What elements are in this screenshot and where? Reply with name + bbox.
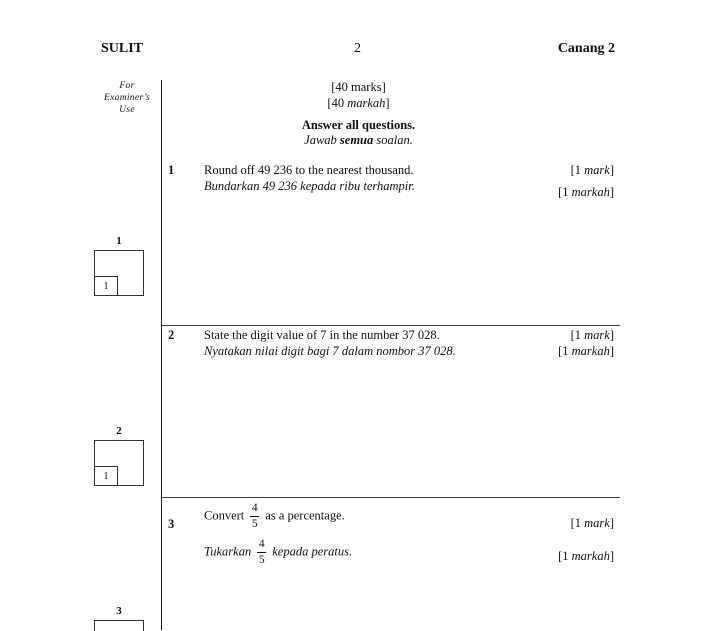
question-divider-2 — [161, 497, 620, 498]
mark-box-label-3: 3 — [116, 605, 122, 617]
mark-box-1-max: 1 — [95, 276, 118, 295]
section-marks-en: [40 marks] — [331, 80, 386, 94]
examiner-line-3: Use — [119, 105, 135, 115]
examiner-use-label — [96, 80, 158, 116]
question-2-text-ms: Nyatakan nilai digit bagi 7 dalam nombor 37 028. — [204, 344, 456, 358]
mark-box-3[interactable] — [94, 620, 144, 631]
question-2-mark-en: [1 mark] — [570, 328, 614, 342]
mark-box-2[interactable] — [94, 440, 144, 486]
header-right: Canang 2 — [557, 41, 615, 56]
question-2-mark-ms: [1 markah] — [558, 344, 614, 358]
question-divider-1 — [161, 325, 620, 326]
question-number-3: 3 — [168, 517, 175, 531]
mark-box-label-2: 2 — [116, 425, 122, 437]
question-1-text-en: Round off 49 236 to the nearest thousand. — [204, 163, 414, 177]
header-left: SULIT — [101, 41, 144, 56]
question-3-text-en: Convert $\frac{4}{5}$ as a percentage. — [204, 502, 345, 530]
mark-box-1[interactable] — [94, 250, 144, 296]
instruction-en: Answer all questions. — [301, 118, 416, 132]
fraction-en: $\frac{4}{5}$ — [251, 502, 258, 530]
section-marks-ms: [40 markah] — [327, 96, 390, 110]
fraction-ms: $\frac{4}{5}$ — [258, 538, 265, 566]
question-2-text-en: State the digit value of 7 in the number 37 028. — [204, 328, 440, 342]
examiner-divider-line — [161, 80, 162, 630]
instruction-ms: Jawab semua soalan. — [304, 133, 413, 147]
mark-box-label-1: 1 — [116, 235, 122, 247]
question-1-mark-ms: [1 markah] — [558, 185, 614, 199]
examiner-line-1: For — [119, 81, 135, 91]
question-1-mark-en: [1 mark] — [570, 163, 614, 177]
page-number: 2 — [354, 41, 361, 56]
question-number-1: 1 — [168, 163, 175, 177]
question-1-text-ms: Bundarkan 49 236 kepada ribu terhampir. — [204, 179, 415, 193]
question-number-2: 2 — [168, 328, 175, 342]
question-3-text-ms: Tukarkan $\frac{4}{5}$ kepada peratus. — [204, 538, 353, 566]
mark-box-2-max: 1 — [95, 466, 118, 485]
question-3-mark-en: [1 mark] — [570, 516, 614, 530]
question-3-mark-ms: [1 markah] — [558, 549, 614, 563]
examiner-line-2: Examiner’s — [104, 93, 150, 103]
